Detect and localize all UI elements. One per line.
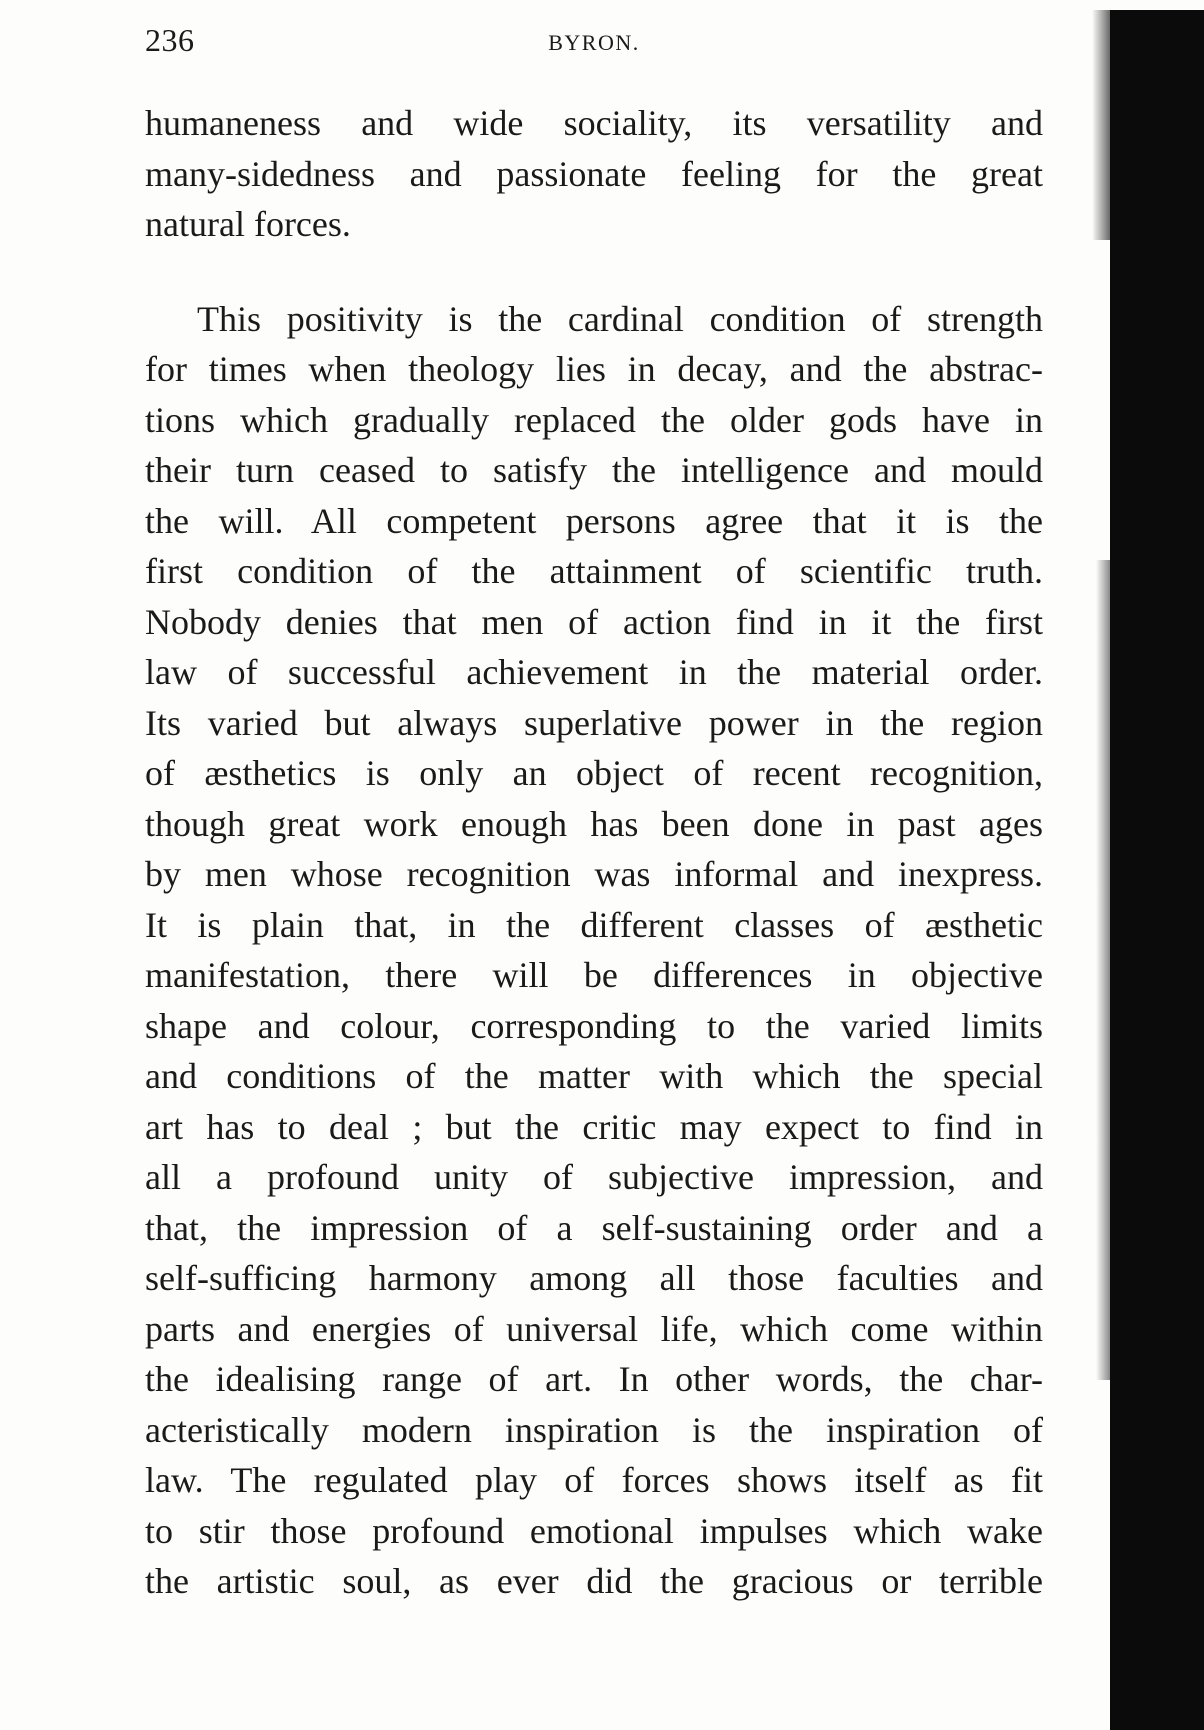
- text-line: by men whose recognition was informal and inexpress.: [145, 854, 1043, 894]
- text-line: the will. All competent persons agree that it is the: [145, 500, 1043, 541]
- text-line: parts and energies of universal life, which come within: [145, 1308, 1043, 1349]
- text-line: tions which gradually replaced the older gods have in: [145, 399, 1043, 440]
- text-line: the idealising range of art. In other words, the char-: [145, 1359, 1043, 1399]
- page-number: 236: [145, 22, 195, 58]
- text-line: of æsthetics is only an object of recent recognition,: [145, 753, 1043, 793]
- text-line: that, the impression of a self-sustaining order and a: [145, 1207, 1043, 1248]
- paragraph-spacer: [145, 250, 1043, 294]
- body-text: [145, 98, 1043, 1607]
- text-line: all a profound unity of subjective impression, and: [145, 1157, 1043, 1197]
- text-line: many-sidedness and passionate feeling for the great: [145, 153, 1043, 194]
- text-line: for times when theology lies in decay, and the abstrac-: [145, 349, 1043, 389]
- text-line: manifestation, there will be differences in objective: [145, 955, 1043, 995]
- binding-shadow: [1096, 560, 1110, 1380]
- text-line: Nobody denies that men of action find in it the first: [145, 601, 1043, 642]
- text-line: natural forces.: [145, 204, 351, 244]
- text-line: first condition of the attainment of scientific truth.: [145, 551, 1043, 591]
- text-line: the artistic soul, as ever did the gracious or terrible: [145, 1561, 1043, 1601]
- text-line: their turn ceased to satisfy the intelligence and mould: [145, 450, 1043, 490]
- text-line: humaneness and wide sociality, its versatility and: [145, 103, 1043, 143]
- text-line: though great work enough has been done in past ages: [145, 803, 1043, 844]
- text-line: shape and colour, corresponding to the varied limits: [145, 1005, 1043, 1046]
- text-line: Its varied but always superlative power in the region: [145, 702, 1043, 743]
- text-line: acteristically modern inspiration is the inspiration of: [145, 1409, 1043, 1450]
- text-line: law. The regulated play of forces shows itself as fit: [145, 1460, 1043, 1500]
- binding-edge: [1110, 10, 1204, 1730]
- paragraph-2: [145, 294, 1043, 1607]
- text-line: art has to deal ; but the critic may expect to find in: [145, 1106, 1043, 1147]
- text-line: to stir those profound emotional impulses which wake: [145, 1510, 1043, 1551]
- text-line: and conditions of the matter with which the special: [145, 1056, 1043, 1096]
- text-line: law of successful achievement in the material order.: [145, 652, 1043, 692]
- page-header: [145, 22, 1043, 66]
- text-line: This positivity is the cardinal condition of strength: [197, 298, 1043, 339]
- text-line: It is plain that, in the different classes of æsthetic: [145, 904, 1043, 945]
- running-head: BYRON.: [548, 30, 640, 55]
- binding-shadow: [1092, 10, 1110, 240]
- paragraph-1: [145, 98, 1043, 250]
- text-line: self-sufficing harmony among all those faculties and: [145, 1258, 1043, 1298]
